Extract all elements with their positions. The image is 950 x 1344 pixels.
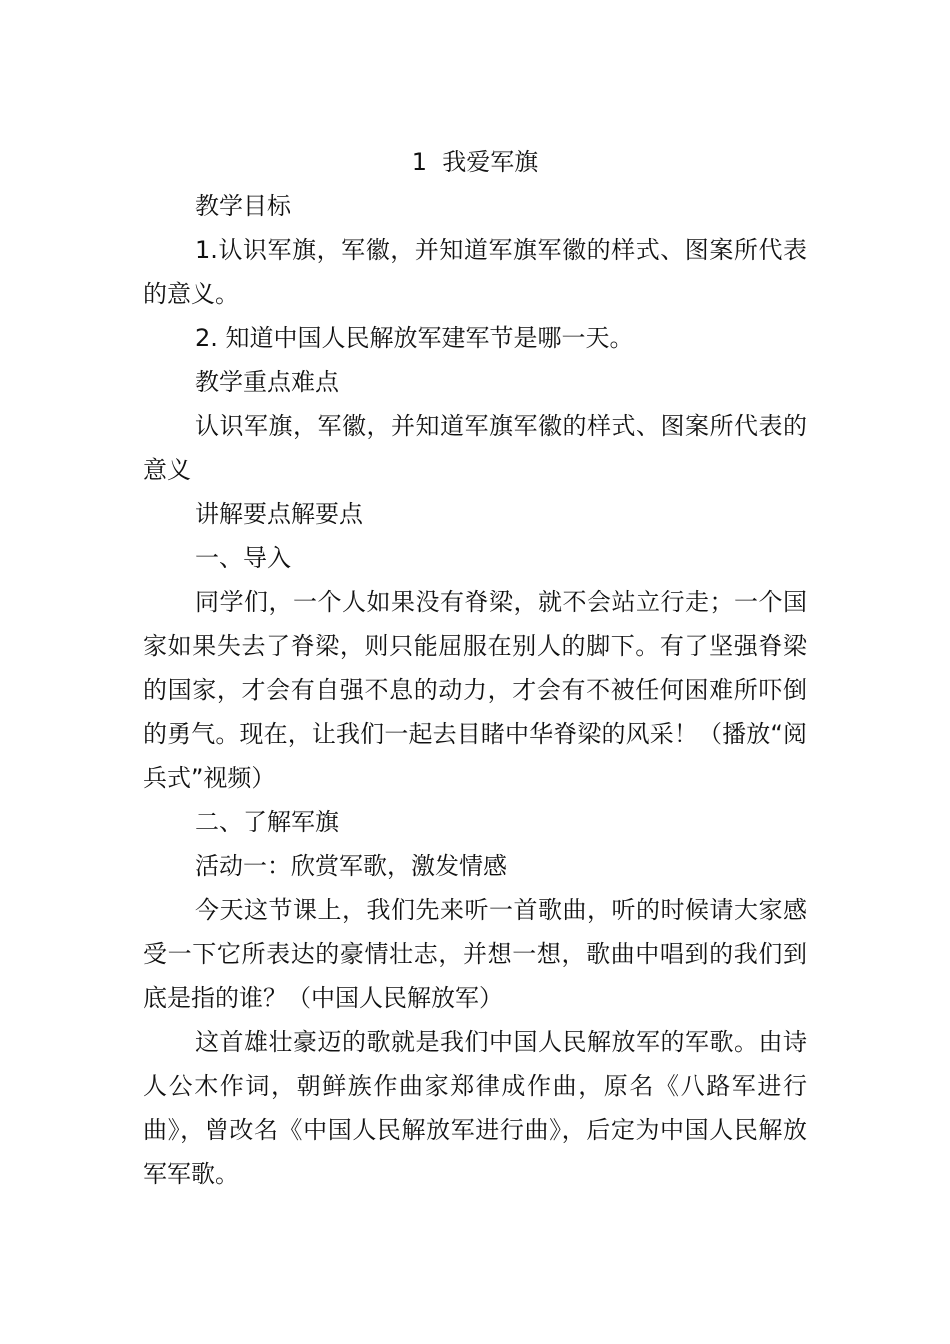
section-heading-key-points: 教学重点难点 [195, 368, 339, 396]
activity-one-heading: 活动一：欣赏军歌，激发情感 [195, 852, 507, 880]
section-heading-military-flag: 二、了解军旗 [195, 808, 339, 836]
activity-one-paragraph: 今天这节课上，我们先来听一首歌曲，听的时候请大家感受一下它所表达的豪情壮志，并想一想，歌曲中唱到的我们到底是指的谁？（中国人民解放军） [143, 896, 807, 1012]
document-title: 1 我爱军旗 [411, 148, 539, 176]
military-song-paragraph: 这首雄壮豪迈的歌就是我们中国人民解放军的军歌。由诗人公木作词，朝鲜族作曲家郑律成作曲，原名《八路军进行曲》，曾改名《中国人民解放军进行曲》，后定为中国人民解放军军歌。 [143, 1028, 807, 1188]
section-heading-objectives: 教学目标 [195, 192, 291, 220]
document-body [143, 140, 807, 1196]
section-heading-explanation: 讲解要点解要点 [195, 500, 363, 528]
introduction-paragraph: 同学们，一个人如果没有脊梁，就不会站立行走；一个国家如果失去了脊梁，则只能屈服在别人的脚下。有了坚强脊梁的国家，才会有自强不息的动力，才会有不被任何困难所吓倒的勇气。现在，让我们一起去目睹中华脊梁的风采！（播放“阅兵式”视频） [143, 588, 807, 792]
objective-item-2: 2. 知道中国人民解放军建军节是哪一天。 [195, 324, 634, 352]
section-heading-introduction: 一、导入 [195, 544, 291, 572]
key-points-text: 认识军旗，军徽，并知道军旗军徽的样式、图案所代表的意义 [143, 412, 807, 484]
objective-item-1: 1.认识军旗，军徽，并知道军旗军徽的样式、图案所代表的意义。 [143, 236, 807, 308]
